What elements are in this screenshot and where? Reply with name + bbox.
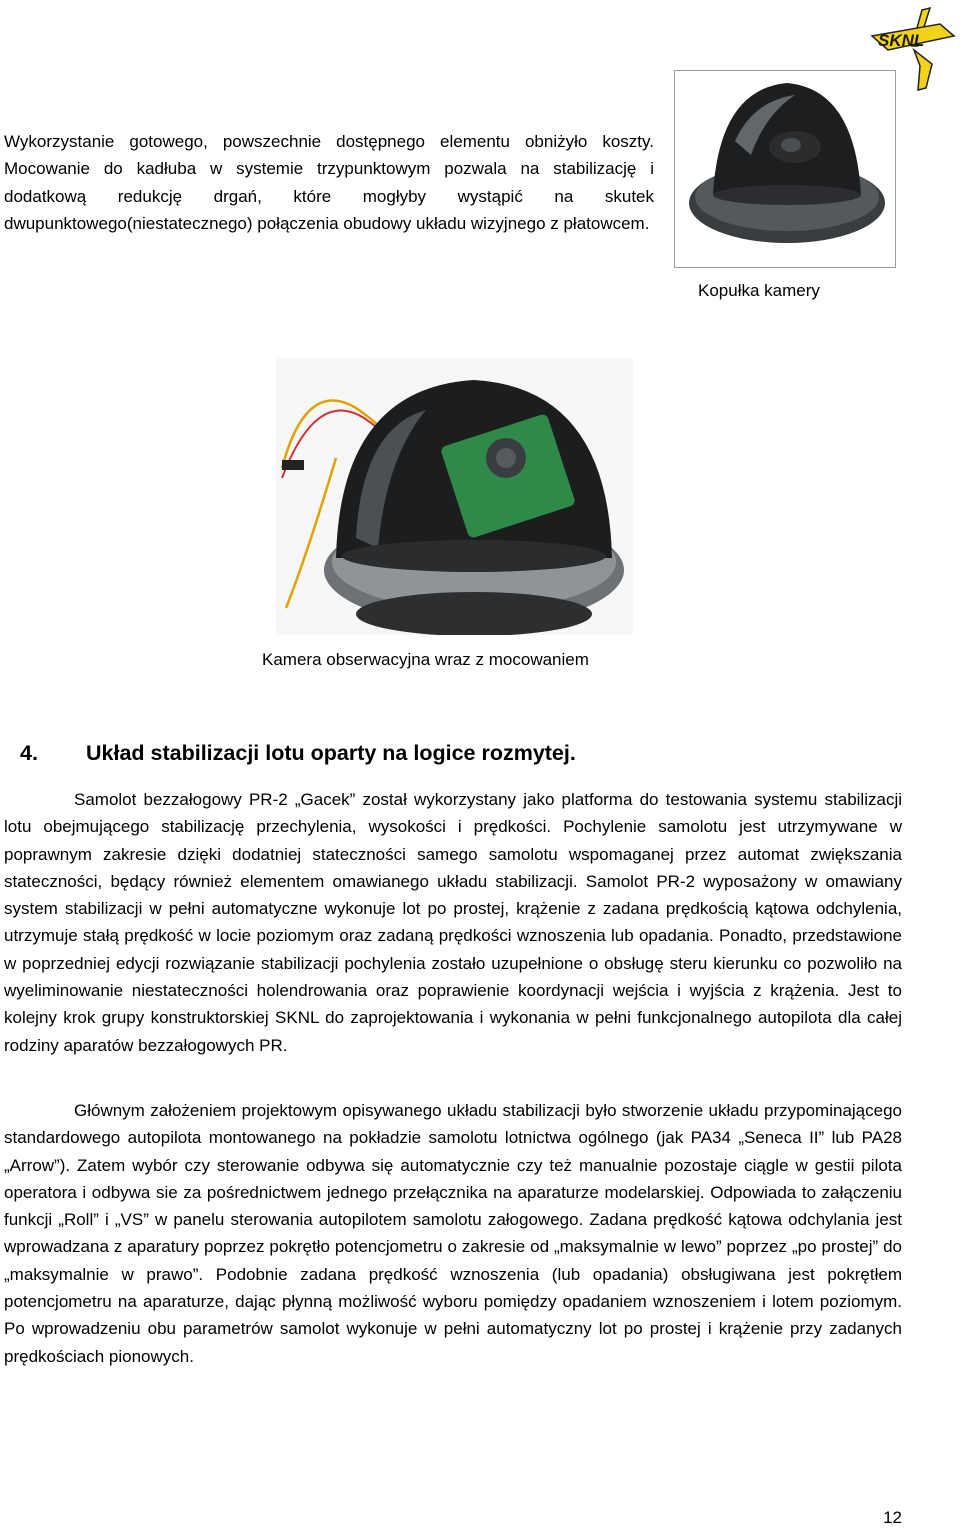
figure1-caption: Kopułka kamery <box>698 281 820 300</box>
body-paragraph: Głównym założeniem projektowym opisywanego układu stabilizacji było stworzenie układu przypominającego standardowego autopilota montowanego na pokładzie samolotu lotnictwa ogólnego (jak PA34 „Seneca II” lub PA28 „Arrow”). Zatem wybór czy sterowanie odbywa się automatycznie czy też manualnie pozostaje ciągle w gestii pilota operatora i odbywa sie za pośrednictwem jednego przełącznika na aparaturze modelarskiej. Odpowiada to załączeniu funkcji „Roll” i „VS” w panelu sterowania autopilotem samolotu załogowego. Zadana prędkość kątowa odchylania jest wprowadzana z aparatury poprzez pokrętło potencjometru o zakresie od „maksymalnie w lewo” poprzez „po prostej” do „maksymalnie w prawo”. Podobnie zadana prędkość wznoszenia (lub opadania) obsługiwana jest pokrętłem potencjometru na aparaturze, dając płynną możliwość wyboru pomiędzy opadaniem wznoszeniem i lotem poziomym. Po wprowadzeniu obu parametrów samolot wykonuje w pełni automatyczny lot po prostej i krążenie przy zadanych prędkościach pionowych. <box>4 1101 902 1366</box>
camera-dome-photo <box>674 70 896 268</box>
logo-text: SKNL <box>878 31 925 50</box>
section-heading <box>20 741 576 766</box>
figure2-caption: Kamera obserwacyjna wraz z mocowaniem <box>262 650 589 669</box>
intro-paragraph: Wykorzystanie gotowego, powszechnie dostępnego elementu obniżyło koszty. Mocowanie do kadłuba w systemie trzypunktowym pozwala na stabilizację i dodatkową redukcję drgań, które mogłyby wystąpić na skutek dwupunktowego(niestatecznego) połączenia obudowy układu wizyjnego z płatowcem. <box>4 132 654 233</box>
camera-with-mount-photo <box>276 358 633 635</box>
section-number: 4. <box>20 741 38 765</box>
page-number: 12 <box>883 1508 902 1527</box>
section-title: Układ stabilizacji lotu oparty na logice rozmytej. <box>86 741 576 765</box>
body-paragraph: Samolot bezzałogowy PR-2 „Gacek” został wykorzystany jako platforma do testowania systemu stabilizacji lotu obejmującego stabilizację przechylenia, wysokości i prędkości. Pochylenie samolotu jest utrzymywane w poprawnym zakresie dzięki dodatniej stateczności samego samolotu wspomaganej przez automat zwiększania stateczności, będący również elementem omawianego układu stabilizacji. Samolot PR-2 wyposażony w omawiany system stabilizacji w pełni automatyczne wykonuje lot po prostej, krążenie z zadana prędkością kątowa odchylenia, utrzymuje stałą prędkość w locie poziomym oraz zadaną prędkości wznoszenia lub opadania. Ponadto, przedstawione w poprzedniej edycji rozwiązanie stabilizacji pochylenia zostało uzupełnione o obsługę steru kierunku co pozwoliło na wyeliminowanie niestateczności holendrowania oraz poprawienie koordynacji wejścia i wyjścia z krążenia. Jest to kolejny krok grupy konstruktorskiej SKNL do zaprojektowania i wykonania w pełni funkcjonalnego autopilota dla całej rodziny aparatów bezzałogowych PR. <box>4 790 902 1055</box>
